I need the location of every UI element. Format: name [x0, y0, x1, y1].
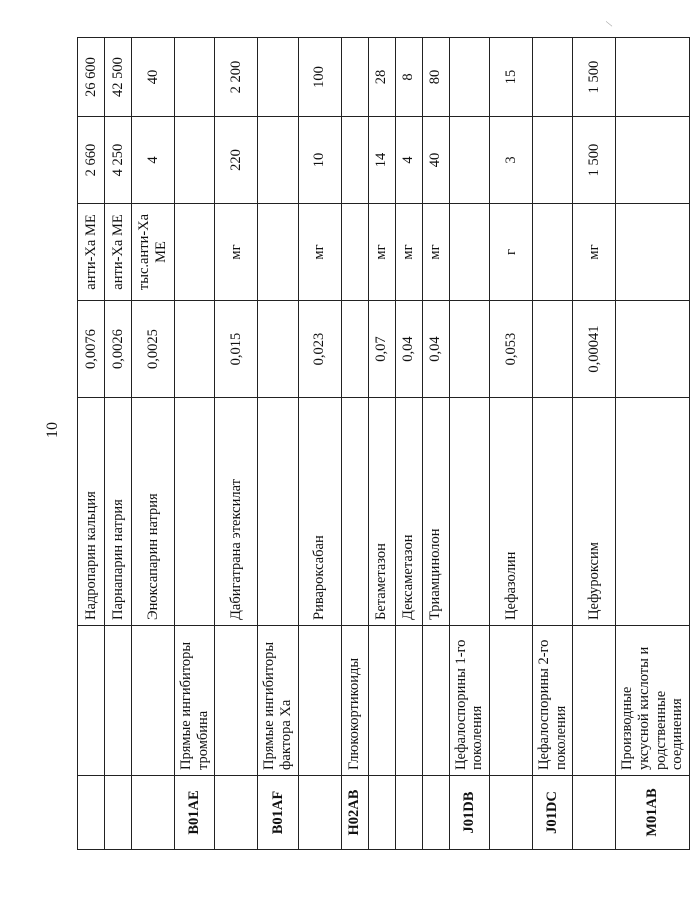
atc-code-cell	[132, 776, 175, 850]
total-cell	[341, 38, 368, 117]
substance-cell	[258, 398, 298, 626]
substance-cell	[341, 398, 368, 626]
table-row	[341, 38, 368, 850]
group-cell	[132, 626, 175, 776]
substance-cell	[616, 398, 690, 626]
substance-cell: Дексаметазон	[395, 398, 422, 626]
total-cell: 28	[368, 38, 395, 117]
total-cell	[616, 38, 690, 117]
substance-cell	[175, 398, 215, 626]
dose-cell: 2 660	[78, 117, 105, 204]
value-cell: 0,07	[368, 301, 395, 398]
table-row	[298, 38, 341, 850]
table-row	[490, 38, 533, 850]
group-cell	[105, 626, 132, 776]
table-row	[78, 38, 105, 850]
unit-cell: анти-Ха МЕ	[78, 204, 105, 301]
table-row	[422, 38, 449, 850]
substance-cell: Дабигатрана этексилат	[215, 398, 258, 626]
total-cell: 1 500	[573, 38, 616, 117]
table-row	[616, 38, 690, 850]
dose-cell: 40	[422, 117, 449, 204]
unit-cell: мг	[422, 204, 449, 301]
atc-code-cell	[490, 776, 533, 850]
value-cell	[616, 301, 690, 398]
total-cell	[449, 38, 489, 117]
table-row	[215, 38, 258, 850]
atc-code-cell	[395, 776, 422, 850]
dose-cell: 1 500	[573, 117, 616, 204]
group-cell: Прямые ингибиторы тромбина	[175, 626, 215, 776]
unit-cell	[258, 204, 298, 301]
value-cell: 0,0026	[105, 301, 132, 398]
table-row	[573, 38, 616, 850]
substance-cell: Ривароксабан	[298, 398, 341, 626]
group-cell: Глюкокортикоиды	[341, 626, 368, 776]
dose-cell	[175, 117, 215, 204]
unit-cell: анти-Ха МЕ	[105, 204, 132, 301]
value-cell: 0,015	[215, 301, 258, 398]
dose-cell: 220	[215, 117, 258, 204]
table-row	[175, 38, 215, 850]
group-cell	[215, 626, 258, 776]
group-cell	[368, 626, 395, 776]
unit-cell: мг	[395, 204, 422, 301]
atc-code-cell: B01AE	[175, 776, 215, 850]
dose-cell	[533, 117, 573, 204]
substance-cell: Цефазолин	[490, 398, 533, 626]
table-row	[449, 38, 489, 850]
unit-cell: г	[490, 204, 533, 301]
unit-cell	[533, 204, 573, 301]
atc-code-cell	[298, 776, 341, 850]
value-cell	[258, 301, 298, 398]
total-cell: 40	[132, 38, 175, 117]
dose-cell: 14	[368, 117, 395, 204]
table-row	[533, 38, 573, 850]
atc-code-cell	[368, 776, 395, 850]
atc-code-cell: M01AB	[616, 776, 690, 850]
table-row	[105, 38, 132, 850]
substance-cell: Бетаметазон	[368, 398, 395, 626]
reference-table	[77, 37, 690, 850]
atc-code-cell	[105, 776, 132, 850]
atc-code-cell	[573, 776, 616, 850]
unit-cell	[175, 204, 215, 301]
substance-cell	[533, 398, 573, 626]
substance-cell	[449, 398, 489, 626]
table-row	[395, 38, 422, 850]
total-cell	[533, 38, 573, 117]
total-cell: 100	[298, 38, 341, 117]
dose-cell	[449, 117, 489, 204]
unit-cell	[616, 204, 690, 301]
group-cell	[490, 626, 533, 776]
total-cell: 8	[395, 38, 422, 117]
total-cell: 2 200	[215, 38, 258, 117]
value-cell	[533, 301, 573, 398]
unit-cell: мг	[368, 204, 395, 301]
unit-cell	[449, 204, 489, 301]
group-cell	[395, 626, 422, 776]
total-cell: 42 500	[105, 38, 132, 117]
value-cell: 0,04	[422, 301, 449, 398]
group-cell	[573, 626, 616, 776]
group-cell: Производные уксусной кислоты и родственные соединения	[616, 626, 690, 776]
dose-cell: 10	[298, 117, 341, 204]
dose-cell	[616, 117, 690, 204]
value-cell: 0,00041	[573, 301, 616, 398]
atc-code-cell: H02AB	[341, 776, 368, 850]
dose-cell: 4 250	[105, 117, 132, 204]
dose-cell: 3	[490, 117, 533, 204]
group-cell	[422, 626, 449, 776]
group-cell	[298, 626, 341, 776]
dose-cell: 4	[395, 117, 422, 204]
page-number: 10	[44, 422, 61, 438]
substance-cell: Парнапарин натрия	[105, 398, 132, 626]
value-cell: 0,0076	[78, 301, 105, 398]
margin-mark: /	[603, 20, 616, 28]
group-cell: Цефалоспорины 1-го поколения	[449, 626, 489, 776]
atc-code-cell: J01DB	[449, 776, 489, 850]
unit-cell	[341, 204, 368, 301]
atc-code-cell	[215, 776, 258, 850]
group-cell	[78, 626, 105, 776]
atc-code-cell: J01DC	[533, 776, 573, 850]
total-cell: 15	[490, 38, 533, 117]
unit-cell: тыс.анти-Ха МЕ	[132, 204, 175, 301]
substance-cell: Цефуроксим	[573, 398, 616, 626]
group-cell: Цефалоспорины 2-го поколения	[533, 626, 573, 776]
unit-cell: мг	[215, 204, 258, 301]
dose-cell: 4	[132, 117, 175, 204]
total-cell: 26 600	[78, 38, 105, 117]
total-cell	[258, 38, 298, 117]
unit-cell: мг	[573, 204, 616, 301]
value-cell: 0,053	[490, 301, 533, 398]
unit-cell: мг	[298, 204, 341, 301]
substance-cell: Эноксапарин натрия	[132, 398, 175, 626]
table-row	[132, 38, 175, 850]
total-cell: 80	[422, 38, 449, 117]
group-cell: Прямые ингибиторы фактора Ха	[258, 626, 298, 776]
table-row	[258, 38, 298, 850]
substance-cell: Триамцинолон	[422, 398, 449, 626]
value-cell: 0,0025	[132, 301, 175, 398]
value-cell: 0,04	[395, 301, 422, 398]
atc-code-cell	[422, 776, 449, 850]
atc-code-cell: B01AF	[258, 776, 298, 850]
substance-cell: Надропарин кальция	[78, 398, 105, 626]
value-cell: 0,023	[298, 301, 341, 398]
table-row	[368, 38, 395, 850]
dose-cell	[341, 117, 368, 204]
total-cell	[175, 38, 215, 117]
value-cell	[175, 301, 215, 398]
dose-cell	[258, 117, 298, 204]
atc-code-cell	[78, 776, 105, 850]
value-cell	[449, 301, 489, 398]
value-cell	[341, 301, 368, 398]
